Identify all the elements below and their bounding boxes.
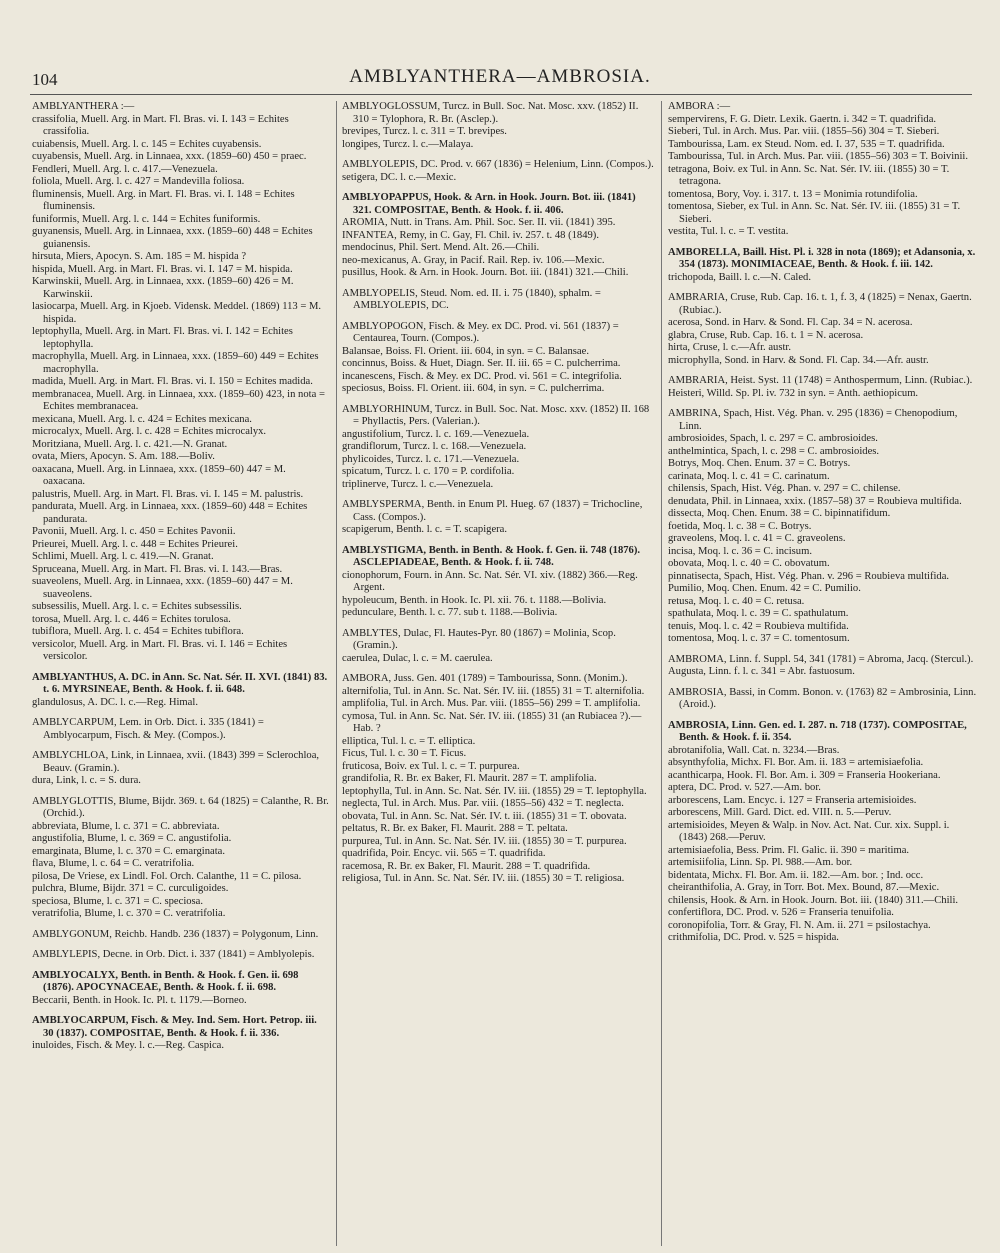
genus-entry: AMBLYLEPIS, Decne. in Orb. Dict. i. 337 (1841) = Amblyolepis. xyxy=(32,949,315,960)
species-entry: tomentosa, Bory, Voy. i. 317. t. 13 = Monimia rotundifolia. xyxy=(668,188,918,200)
species-entry: AMBLYANTHERA :— xyxy=(32,101,135,112)
species-entry: grandifolia, R. Br. ex Baker, Fl. Maurit. 287 = T. amplifolia. xyxy=(342,773,597,784)
species-entry: incisa, Moq. l. c. 36 = C. incisum. xyxy=(668,545,812,557)
species-entry: cionophorum, Fourn. in Ann. Sc. Nat. Sér. VI. xiv. (1882) 366.—Reg. Argent. xyxy=(342,569,638,593)
species-entry: dissecta, Moq. Chen. Enum. 38 = C. bipinnatifidum. xyxy=(668,508,891,519)
header-rule xyxy=(30,94,972,95)
species-entry: hispida, Muell. Arg. in Mart. Fl. Bras. vi. I. 147 = M. hispida. xyxy=(32,263,293,275)
species-entry: pandurata, Muell. Arg. in Linnaea, xxx. (1859–60) 448 = Echites pandurata. xyxy=(32,501,308,525)
species-entry: abbreviata, Blume, l. c. 371 = C. abbreviata. xyxy=(32,820,220,832)
genus-entry: AMBROSIA, Bassi, in Comm. Bonon. v. (1763) 82 = Ambrosinia, Linn. (Aroid.). xyxy=(668,686,977,710)
genus-entry: AMBLYSPERMA, Benth. in Enum Pl. Hueg. 67 (1837) = Trichocline, Cass. (Compos.). xyxy=(342,499,643,523)
species-entry: leptophylla, Muell. Arg. in Mart. Fl. Bras. vi. I. 142 = Echites leptophylla. xyxy=(32,326,293,350)
genus-entry: AMBLYOPOGON, Fisch. & Mey. ex DC. Prod. vi. 561 (1837) = Centaurea, Tourn. (Compos.). xyxy=(342,320,619,344)
species-entry: denudata, Phil. in Linnaea, xxix. (1857–58) 37 = Roubieva multifida. xyxy=(668,495,962,507)
running-title: AMBLYANTHERA—AMBROSIA. xyxy=(349,66,651,87)
species-entry: foliola, Muell. Arg. l. c. 427 = Mandevilla foliosa. xyxy=(32,176,245,187)
species-entry: neo-mexicanus, A. Gray, in Pacif. Rail. Rep. iv. 106.—Mexic. xyxy=(342,254,605,266)
page-number: 104 xyxy=(32,70,58,89)
species-entry: inuloides, Fisch. & Mey. l. c.—Reg. Caspica. xyxy=(32,1040,225,1051)
species-entry: leptophylla, Tul. in Ann. Sc. Nat. Sér. IV. iii. (1855) 29 = T. leptophylla. xyxy=(342,785,647,797)
genus-entry: AMBLYANTHUS, A. DC. in Ann. Sc. Nat. Sér. II. XVI. (1841) 83. t. 6. MYRSINEAE, Benth. & Hook. f. ii. 648. xyxy=(32,671,328,695)
species-entry: funiformis, Muell. Arg. l. c. 144 = Echites funiformis. xyxy=(32,213,261,225)
species-entry: Tambourissa, Tul. in Arch. Mus. Par. viii. (1855–56) 303 = T. Boivinii. xyxy=(668,151,969,162)
genus-entry: AMBORA, Juss. Gen. 401 (1789) = Tambourissa, Sonn. (Monim.). xyxy=(342,673,628,684)
genus-entry: AMBLYOCARPUM, Fisch. & Mey. Ind. Sem. Hort. Petrop. iii. 30 (1837). COMPOSITAE, Benth. & Hook. f. ii. 336. xyxy=(32,1015,317,1039)
species-entry: racemosa, R. Br. ex Baker, Fl. Maurit. 288 = T. quadrifida. xyxy=(342,860,591,872)
species-entry: artemisiifolia, Linn. Sp. Pl. 988.—Am. bor. xyxy=(668,857,853,868)
species-entry: tenuis, Moq. l. c. 42 = Roubieva multifida. xyxy=(668,620,849,632)
species-entry: Ficus, Tul. l. c. 30 = T. Ficus. xyxy=(342,748,467,759)
species-entry: Botrys, Moq. Chen. Enum. 37 = C. Botrys. xyxy=(668,458,851,469)
genus-entry: AMBLYCARPUM, Lem. in Orb. Dict. i. 335 (1841) = Amblyocarpum, Fisch. & Mey. (Compos.). xyxy=(32,717,264,741)
species-entry: Augusta, Linn. f. l. c. 341 = Abr. fastuosum. xyxy=(668,666,855,677)
species-entry: glabra, Cruse, Rub. Cap. 16. t. 1 = N. acerosa. xyxy=(668,329,864,341)
column-3 xyxy=(668,101,980,1246)
species-entry: flava, Blume, l. c. 64 = C. veratrifolia. xyxy=(32,858,195,869)
species-entry: artemisiaefolia, Bess. Prim. Fl. Galic. ii. 390 = maritima. xyxy=(668,844,910,856)
species-entry: palustris, Muell. Arg. in Mart. Fl. Bras. vi. I. 145 = M. palustris. xyxy=(32,488,304,500)
species-entry: concinnus, Boiss. & Huet, Diagn. Ser. II. iii. 65 = C. pulcherrima. xyxy=(342,358,621,369)
genus-entry: AMBLYGONUM, Reichb. Handb. 236 (1837) = Polygonum, Linn. xyxy=(32,928,319,940)
species-entry: crassifolia, Muell. Arg. in Mart. Fl. Bras. vi. I. 143 = Echites crassifolia. xyxy=(32,113,289,137)
species-entry: absynthyfolia, Michx. Fl. Bor. Am. ii. 183 = artemisiaefolia. xyxy=(668,757,924,768)
species-entry: versicolor, Muell. Arg. in Mart. Fl. Bras. vi. I. 146 = Echites versicolor. xyxy=(32,638,288,662)
species-entry: emarginata, Blume, l. c. 370 = C. emarginata. xyxy=(32,845,225,857)
species-entry: hirta, Cruse, l. c.—Afr. austr. xyxy=(668,342,791,353)
species-entry: phylicoides, Turcz. l. c. 171.—Venezuela. xyxy=(342,453,520,465)
species-entry: veratrifolia, Blume, l. c. 370 = C. veratrifolia. xyxy=(32,908,226,919)
species-entry: pilosa, De Vriese, ex Lindl. Fol. Orch. Calanthe, 11 = C. pilosa. xyxy=(32,870,302,882)
species-entry: microphylla, Sond. in Harv. & Sond. Fl. Cap. 34.—Afr. austr. xyxy=(668,354,929,366)
species-entry: arborescens, Lam. Encyc. i. 127 = Franseria artemisioides. xyxy=(668,794,917,806)
species-entry: cuyabensis, Muell. Arg. in Linnaea, xxx. (1859–60) 450 = praec. xyxy=(32,151,307,162)
species-entry: speciosus, Boiss. Fl. Orient. iii. 604, in syn. = C. pulcherrima. xyxy=(342,383,605,394)
genus-entry: AMBROMA, Linn. f. Suppl. 54, 341 (1781) = Abroma, Jacq. (Stercul.). xyxy=(668,653,974,665)
genus-entry: AMBRINA, Spach, Hist. Vég. Phan. v. 295 (1836) = Chenopodium, Linn. xyxy=(668,408,958,432)
species-entry: coronopifolia, Torr. & Gray, Fl. N. Am. ii. 271 = psilostachya. xyxy=(668,919,931,931)
genus-entry: AMBLYOLEPIS, DC. Prod. v. 667 (1836) = Helenium, Linn. (Compos.). xyxy=(342,159,654,170)
genus-entry: AMBLYCHLOA, Link, in Linnaea, xvii. (1843) 399 = Sclerochloa, Beauv. (Gramin.). xyxy=(32,750,320,774)
species-entry: triplinerve, Turcz. l. c.—Venezuela. xyxy=(342,478,494,490)
genus-entry: AMBLYGLOTTIS, Blume, Bijdr. 369. t. 64 (1825) = Calanthe, R. Br. (Orchid.). xyxy=(32,795,329,819)
genus-entry: AMBRARIA, Cruse, Rub. Cap. 16. t. 1, f. 3, 4 (1825) = Nenax, Gaertn. (Rubiac.). xyxy=(668,292,972,316)
column-2 xyxy=(342,101,654,1246)
species-entry: glandulosus, A. DC. l. c.—Reg. Himal. xyxy=(32,696,198,708)
species-entry: longipes, Turcz. l. c.—Malaya. xyxy=(342,138,474,150)
species-entry: crithmifolia, DC. Prod. v. 525 = hispida. xyxy=(668,932,839,943)
genus-entry: AMBLYTES, Dulac, Fl. Hautes-Pyr. 80 (1867) = Molinia, Scop. (Gramin.). xyxy=(342,627,616,651)
species-entry: Schlimi, Muell. Arg. l. c. 419.—N. Granat. xyxy=(32,551,214,562)
species-entry: torosa, Muell. Arg. l. c. 446 = Echites torulosa. xyxy=(32,613,231,625)
species-entry: spicatum, Turcz. l. c. 170 = P. cordifolia. xyxy=(342,466,515,477)
species-entry: quadrifida, Poir. Encyc. vii. 565 = T. quadrifida. xyxy=(342,848,546,859)
species-entry: pusillus, Hook. & Arn. in Hook. Journ. Bot. iii. (1841) 321.—Chili. xyxy=(342,267,629,278)
genus-entry: AMBLYOCALYX, Benth. in Benth. & Hook. f. Gen. ii. 698 (1876). APOCYNACEAE, Benth. & Hook. f. ii. 698. xyxy=(32,969,299,993)
species-entry: grandiflorum, Turcz. l. c. 168.—Venezuela. xyxy=(342,441,527,452)
species-entry: spathulata, Moq. l. c. 39 = C. spathulatum. xyxy=(668,608,849,619)
species-entry: arborescens, Mill. Gard. Dict. ed. VIII. n. 5.—Peruv. xyxy=(668,807,892,818)
species-entry: membranacea, Muell. Arg. in Linnaea, xxx. (1859–60) 423, in nota = Echites membranacea. xyxy=(32,388,325,412)
species-entry: retusa, Moq. l. c. 40 = C. retusa. xyxy=(668,595,805,607)
species-entry: acanthicarpa, Hook. Fl. Bor. Am. i. 309 = Franseria Hookeriana. xyxy=(668,769,941,781)
species-entry: Heisteri, Willd. Sp. Pl. iv. 732 in syn. = Anth. aethiopicum. xyxy=(668,387,919,399)
species-entry: scapigerum, Benth. l. c. = T. scapigera. xyxy=(342,524,508,535)
species-entry: AMBORA :— xyxy=(668,101,731,112)
species-entry: lasiocarpa, Muell. Arg. in Kjoeb. Vidensk. Meddel. (1869) 113 = M. hispida. xyxy=(32,301,322,325)
species-entry: hypoleucum, Benth. in Hook. Ic. Pl. xii. 76. t. 1188.—Bolivia. xyxy=(342,594,607,606)
species-entry: amplifolia, Tul. in Arch. Mus. Par. viii. (1855–56) 299 = T. amplifolia. xyxy=(342,698,641,709)
species-entry: Sieberi, Tul. in Arch. Mus. Par. viii. (1855–56) 304 = T. Sieberi. xyxy=(668,126,940,137)
species-entry: confertiflora, DC. Prod. v. 526 = Franseria tenuifolia. xyxy=(668,907,894,918)
species-entry: microcalyx, Muell. Arg. l. c. 428 = Echites microcalyx. xyxy=(32,426,267,437)
species-entry: AROMIA, Nutt. in Trans. Am. Phil. Soc. Ser. II. vii. (1841) 395. xyxy=(342,217,616,228)
genus-entry: AMBLYORHINUM, Turcz. in Bull. Soc. Nat. Mosc. xxv. (1852) II. 168 = Phyllactis, Pers. (Valerian.). xyxy=(342,403,650,427)
species-entry: Spruceana, Muell. Arg. in Mart. Fl. Bras. vi. I. 143.—Bras. xyxy=(32,563,283,575)
species-entry: fruticosa, Boiv. ex Tul. l. c. = T. purpurea. xyxy=(342,760,520,772)
species-entry: artemisioides, Meyen & Walp. in Nov. Act. Nat. Cur. xix. Suppl. i. (1843) 268.—Peruv. xyxy=(668,819,950,843)
species-entry: suaveolens, Muell. Arg. in Linnaea, xxx. (1859–60) 447 = M. suaveolens. xyxy=(32,576,293,600)
species-entry: acerosa, Sond. in Harv. & Sond. Fl. Cap. 34 = N. acerosa. xyxy=(668,317,913,328)
species-entry: setigera, DC. l. c.—Mexic. xyxy=(342,171,457,183)
species-entry: INFANTEA, Remy, in C. Gay, Fl. Chil. iv. 257. t. 48 (1849). xyxy=(342,229,599,241)
genus-entry: AMBLYOPAPPUS, Hook. & Arn. in Hook. Journ. Bot. iii. (1841) 321. COMPOSITAE, Benth. & Hook. f. ii. 406. xyxy=(342,192,636,216)
species-entry: pedunculare, Benth. l. c. 77. sub t. 1188.—Bolivia. xyxy=(342,607,558,618)
species-entry: macrophylla, Muell. Arg. in Linnaea, xxx. (1859–60) 449 = Echites macrophylla. xyxy=(32,351,319,375)
species-entry: brevipes, Turcz. l. c. 311 = T. brevipes. xyxy=(342,126,507,137)
species-entry: ovata, Miers, Apocyn. S. Am. 188.—Boliv. xyxy=(32,451,215,462)
species-entry: purpurea, Tul. in Ann. Sc. Nat. Sér. IV. iii. (1855) 30 = T. purpurea. xyxy=(342,835,627,847)
species-entry: Balansae, Boiss. Fl. Orient. iii. 604, in syn. = C. Balansae. xyxy=(342,345,589,357)
column-divider xyxy=(336,101,337,1246)
species-entry: Tambourissa, Lam. ex Steud. Nom. ed. I. 37, 535 = T. quadrifida. xyxy=(668,138,945,150)
species-entry: abrotanifolia, Wall. Cat. n. 3234.—Bras. xyxy=(668,744,840,756)
genus-entry: AMBLYOPELIS, Steud. Nom. ed. II. i. 75 (1840), sphalm. = AMBLYOLEPIS, DC. xyxy=(342,287,601,311)
species-entry: Moritziana, Muell. Arg. l. c. 421.—N. Granat. xyxy=(32,438,228,450)
genus-entry: AMBROSIA, Linn. Gen. ed. I. 287. n. 718 (1737). COMPOSITAE, Benth. & Hook. f. ii. 354. xyxy=(668,719,967,743)
species-entry: angustifolia, Blume, l. c. 369 = C. angustifolia. xyxy=(32,833,232,844)
species-entry: graveolens, Moq. l. c. 41 = C. graveolens. xyxy=(668,533,846,544)
species-entry: pinnatisecta, Spach, Hist. Vég. Phan. v. 296 = Roubieva multifida. xyxy=(668,570,950,582)
species-entry: speciosa, Blume, l. c. 371 = C. speciosa. xyxy=(32,895,204,907)
species-entry: chilensis, Hook. & Arn. in Hook. Journ. Bot. iii. (1840) 311.—Chili. xyxy=(668,894,959,906)
species-entry: dura, Link, l. c. = S. dura. xyxy=(32,775,141,786)
species-entry: religiosa, Tul. in Ann. Sc. Nat. Sér. IV. iii. (1855) 30 = T. religiosa. xyxy=(342,873,625,884)
species-entry: anthelmintica, Spach, l. c. 298 = C. ambrosioides. xyxy=(668,445,880,457)
species-entry: Pumilio, Moq. Chen. Enum. 42 = C. Pumilio. xyxy=(668,583,861,594)
species-entry: mexicana, Muell. Arg. l. c. 424 = Echites mexicana. xyxy=(32,413,252,425)
species-entry: caerulea, Dulac, l. c. = M. caerulea. xyxy=(342,652,493,664)
species-entry: mendocinus, Phil. Sert. Mend. Alt. 26.—Chili. xyxy=(342,242,540,253)
species-entry: foetida, Moq. l. c. 38 = C. Botrys. xyxy=(668,520,812,532)
species-entry: Karwinskii, Muell. Arg. in Linnaea, xxx. (1859–60) 426 = M. Karwinskii. xyxy=(32,276,294,300)
species-entry: alternifolia, Tul. in Ann. Sc. Nat. Sér. IV. iii. (1855) 31 = T. alternifolia. xyxy=(342,685,645,697)
genus-entry: AMBLYSTIGMA, Benth. in Benth. & Hook. f. Gen. ii. 748 (1876). ASCLEPIADEAE, Benth. & Hook. f. ii. 748. xyxy=(342,544,641,568)
species-entry: incanescens, Fisch. & Mey. ex DC. Prod. vi. 561 = C. integrifolia. xyxy=(342,370,622,382)
species-entry: Prieurei, Muell. Arg. l. c. 448 = Echites Prieurei. xyxy=(32,538,238,550)
species-entry: guyanensis, Muell. Arg. in Linnaea, xxx. (1859–60) 448 = Echites guianensis. xyxy=(32,226,313,250)
species-entry: angustifolium, Turcz. l. c. 169.—Venezuela. xyxy=(342,428,530,440)
species-entry: pulchra, Blume, Bijdr. 371 = C. curculigoides. xyxy=(32,883,229,894)
column-1 xyxy=(32,101,330,1246)
species-entry: oaxacana, Muell. Arg. in Linnaea, xxx. (1859–60) 447 = M. oaxacana. xyxy=(32,463,286,487)
species-entry: fluminensis, Muell. Arg. in Mart. Fl. Bras. vi. I. 148 = Echites fluminensis. xyxy=(32,188,295,212)
species-entry: tomentosa, Sieber, ex Tul. in Ann. Sc. Nat. Sér. IV. iii. (1855) 31 = T. Sieberi. xyxy=(668,201,961,225)
species-entry: chilensis, Spach, Hist. Vég. Phan. v. 297 = C. chilense. xyxy=(668,483,901,494)
species-entry: neglecta, Tul. in Arch. Mus. Par. viii. (1855–56) 432 = T. neglecta. xyxy=(342,798,624,809)
species-entry: Fendleri, Muell. Arg. l. c. 417.—Venezuela. xyxy=(32,163,218,175)
species-entry: hirsuta, Miers, Apocyn. S. Am. 185 = M. hispida ? xyxy=(32,251,247,262)
species-entry: bidentata, Michx. Fl. Bor. Am. ii. 182.—Am. bor. ; Ind. occ. xyxy=(668,869,924,881)
species-entry: tomentosa, Moq. l. c. 37 = C. tomentosum. xyxy=(668,633,850,644)
species-entry: aptera, DC. Prod. v. 527.—Am. bor. xyxy=(668,782,821,793)
species-entry: tubiflora, Muell. Arg. l. c. 454 = Echites tubiflora. xyxy=(32,626,244,637)
species-entry: peltatus, R. Br. ex Baker, Fl. Maurit. 288 = T. peltata. xyxy=(342,823,568,834)
species-entry: cuiabensis, Muell. Arg. l. c. 145 = Echites cuyabensis. xyxy=(32,138,262,150)
species-entry: elliptica, Tul. l. c. = T. elliptica. xyxy=(342,735,476,747)
species-entry: madida, Muell. Arg. in Mart. Fl. Bras. vi. I. 150 = Echites madida. xyxy=(32,376,313,387)
species-entry: carinata, Moq. l. c. 41 = C. carinatum. xyxy=(668,470,830,482)
species-entry: obovata, Moq. l. c. 40 = C. obovatum. xyxy=(668,558,830,569)
genus-entry: AMBORELLA, Baill. Hist. Pl. i. 328 in nota (1869); et Adansonia, x. 354 (1873). MONIMIACEAE, Benth. & Hook. f. iii. 142. xyxy=(668,246,976,270)
species-entry: cheiranthifolia, A. Gray, in Torr. Bot. Mex. Bound, 87.—Mexic. xyxy=(668,882,940,893)
species-entry: Pavonii, Muell. Arg. l. c. 450 = Echites Pavonii. xyxy=(32,526,236,537)
column-divider xyxy=(661,101,662,1246)
species-entry: AMBLYOGLOSSUM, Turcz. in Bull. Soc. Nat. Mosc. xxv. (1852) II. 310 = Tylophora, R. Br. (Asclep.). xyxy=(342,101,639,125)
genus-entry: AMBRARIA, Heist. Syst. 11 (1748) = Anthospermum, Linn. (Rubiac.). xyxy=(668,375,973,386)
species-entry: vestita, Tul. l. c. = T. vestita. xyxy=(668,226,789,237)
species-entry: sempervirens, F. G. Dietr. Lexik. Gaertn. i. 342 = T. quadrifida. xyxy=(668,113,937,125)
species-entry: ambrosioides, Spach, l. c. 297 = C. ambrosioides. xyxy=(668,433,878,444)
species-entry: obovata, Tul. in Ann. Sc. Nat. Sér. IV. t. iii. (1855) 31 = T. obovata. xyxy=(342,810,627,822)
species-entry: cymosa, Tul. in Ann. Sc. Nat. Sér. IV. iii. (1855) 31 (an Rubiacea ?).—Hab. ? xyxy=(342,710,642,734)
species-entry: subsessilis, Muell. Arg. l. c. = Echites subsessilis. xyxy=(32,601,242,612)
species-entry: Beccarii, Benth. in Hook. Ic. Pl. t. 1179.—Borneo. xyxy=(32,994,247,1006)
page-header xyxy=(0,0,1000,100)
species-entry: trichopoda, Baill. l. c.—N. Caled. xyxy=(668,271,811,283)
species-entry: tetragona, Boiv. ex Tul. in Ann. Sc. Nat. Sér. IV. iii. (1855) 30 = T. tetragona. xyxy=(668,163,950,187)
